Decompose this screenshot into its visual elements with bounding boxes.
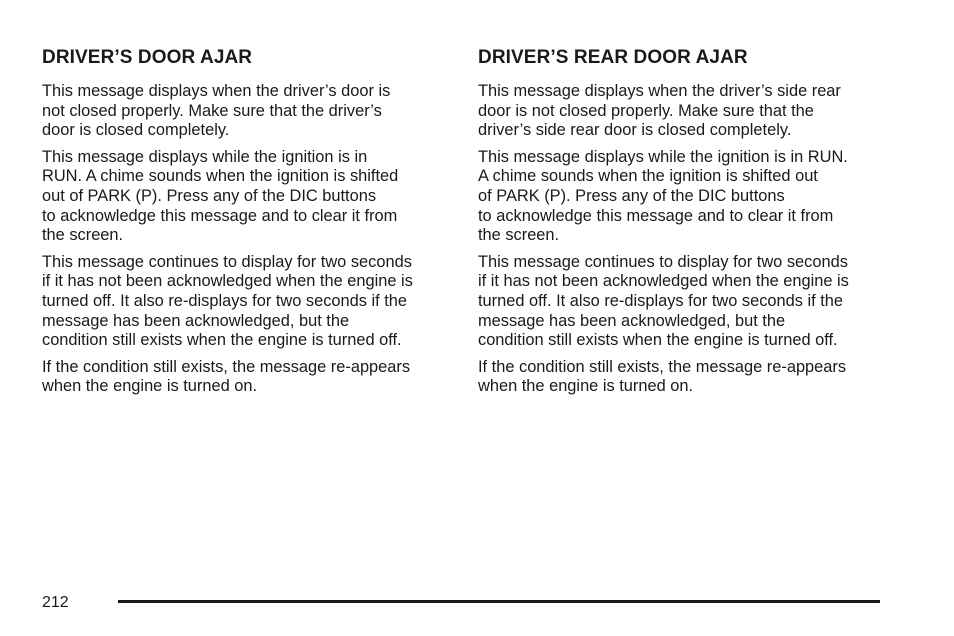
section-paragraph: If the condition still exists, the message re-appears when the engine is turned on. bbox=[478, 357, 847, 396]
section-drivers-rear-door-ajar bbox=[478, 46, 888, 404]
section-paragraph: This message displays while the ignition is in RUN. A chime sounds when the ignition is shifted out of PARK (P). Press any of the DIC buttons to acknowledge this message and to clear it from the screen. bbox=[42, 147, 399, 245]
section-heading: DRIVER’S DOOR AJAR bbox=[42, 47, 253, 68]
section-heading: DRIVER’S REAR DOOR AJAR bbox=[478, 47, 748, 68]
section-paragraph: If the condition still exists, the message re-appears when the engine is turned on. bbox=[42, 357, 411, 396]
footer-rule bbox=[118, 600, 880, 603]
section-paragraph: This message displays while the ignition is in RUN. A chime sounds when the ignition is shifted out of PARK (P). Press any of the DIC buttons to acknowledge this message and to clear it from the screen. bbox=[478, 147, 848, 245]
section-paragraph: This message continues to display for two seconds if it has not been acknowledged when the engine is turned off. It also re-displays for two seconds if the message has been acknowledged, but the condition still exists when the engine is turned off. bbox=[42, 252, 413, 350]
section-paragraph: This message displays when the driver’s door is not closed properly. Make sure that the driver’s door is closed completely. bbox=[42, 82, 391, 140]
page-number: 212 bbox=[42, 594, 69, 611]
section-drivers-door-ajar bbox=[42, 46, 452, 404]
section-paragraph: This message continues to display for two seconds if it has not been acknowledged when the engine is turned off. It also re-displays for two seconds if the message has been acknowledged, but the condition still exists when the engine is turned off. bbox=[478, 252, 849, 350]
section-paragraph: This message displays when the driver’s side rear door is not closed properly. Make sure that the driver’s side rear door is closed completely. bbox=[478, 82, 841, 140]
